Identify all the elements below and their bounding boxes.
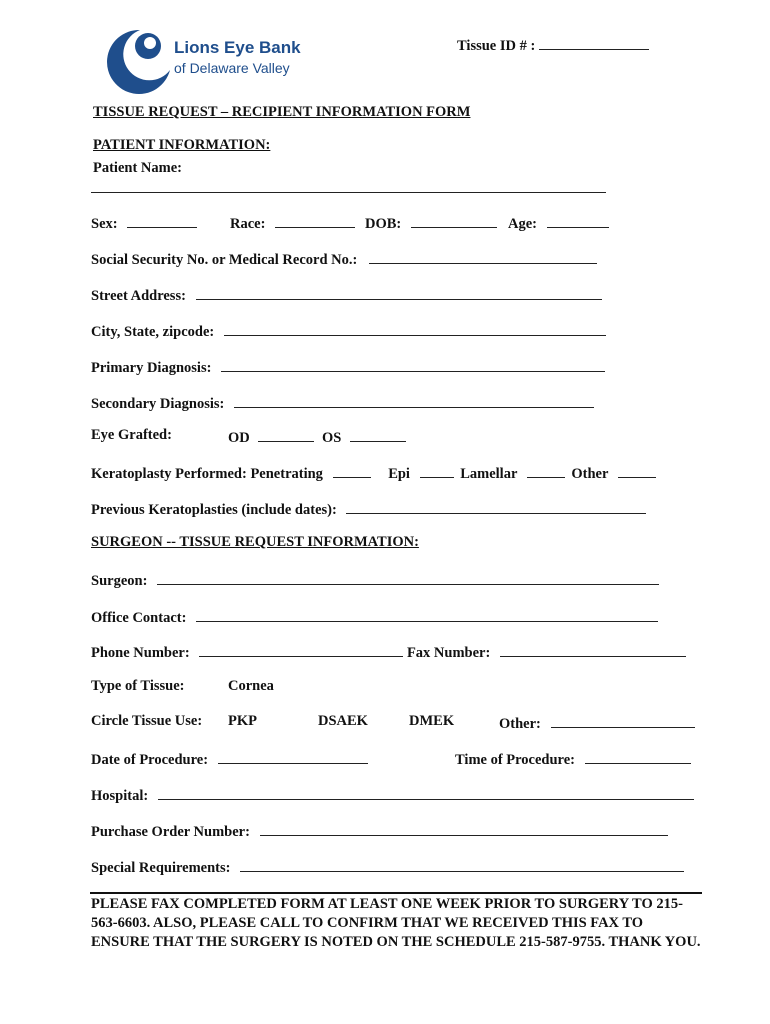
os-label: OS xyxy=(322,430,342,446)
phone-label: Phone Number: xyxy=(91,645,190,661)
age-row xyxy=(508,213,609,233)
date-row xyxy=(91,749,368,769)
fax-field[interactable] xyxy=(500,642,686,657)
time-row xyxy=(455,749,691,769)
form-title: TISSUE REQUEST – RECIPIENT INFORMATION FORM xyxy=(93,104,471,120)
use-other-label: Other: xyxy=(499,716,541,732)
ssn-row xyxy=(91,249,597,269)
secondary-dx-field[interactable] xyxy=(234,393,594,408)
office-contact-field[interactable] xyxy=(196,607,658,622)
surgeon-label: Surgeon: xyxy=(91,573,148,589)
surgeon-row xyxy=(91,570,659,590)
fax-label: Fax Number: xyxy=(406,645,491,661)
penetrating-field[interactable] xyxy=(333,463,371,478)
sex-row xyxy=(91,213,197,233)
sex-label: Sex: xyxy=(91,216,118,232)
surgeon-field[interactable] xyxy=(157,570,659,585)
tissue-id-row xyxy=(457,35,649,55)
age-field[interactable] xyxy=(547,213,609,228)
date-field[interactable] xyxy=(218,749,368,764)
po-row xyxy=(91,821,668,841)
tissue-id-field[interactable] xyxy=(539,35,649,50)
circle-tissue-label: Circle Tissue Use: xyxy=(91,713,203,729)
city-field[interactable] xyxy=(224,321,606,336)
time-label: Time of Procedure: xyxy=(455,752,576,768)
city-row xyxy=(91,321,606,341)
logo-subtitle: of Delaware Valley xyxy=(174,60,290,76)
surgeon-heading: SURGEON -- TISSUE REQUEST INFORMATION: xyxy=(91,534,419,550)
secondary-dx-label: Secondary Diagnosis: xyxy=(91,396,225,412)
hospital-field[interactable] xyxy=(158,785,694,800)
use-option-dsaek[interactable]: DSAEK xyxy=(318,713,368,729)
primary-dx-field[interactable] xyxy=(221,357,605,372)
phone-field[interactable] xyxy=(199,642,403,657)
od-field[interactable] xyxy=(258,427,314,442)
city-label: City, State, zipcode: xyxy=(91,324,215,340)
hospital-label: Hospital: xyxy=(91,788,149,804)
od-row xyxy=(228,427,406,447)
dob-label: DOB: xyxy=(365,216,402,232)
ssn-field[interactable] xyxy=(369,249,597,264)
patient-name-field[interactable] xyxy=(91,178,606,193)
primary-dx-row xyxy=(91,357,605,377)
patient-info-heading: PATIENT INFORMATION: xyxy=(93,137,271,153)
use-option-pkp[interactable]: PKP xyxy=(228,713,257,729)
race-row xyxy=(230,213,355,233)
keratoplasty-label: Keratoplasty Performed: Penetrating xyxy=(91,466,323,482)
tissue-type-label: Type of Tissue: xyxy=(91,678,185,694)
date-label: Date of Procedure: xyxy=(91,752,209,768)
logo-name: Lions Eye Bank xyxy=(174,38,301,57)
patient-name-label: Patient Name: xyxy=(93,160,182,176)
tissue-id-label: Tissue ID # : xyxy=(457,38,536,54)
special-req-label: Special Requirements: xyxy=(91,860,231,876)
po-field[interactable] xyxy=(260,821,668,836)
lamellar-label: Lamellar xyxy=(460,466,518,482)
other-field[interactable] xyxy=(618,463,656,478)
time-field[interactable] xyxy=(585,749,691,764)
epi-label: Epi xyxy=(388,466,410,482)
use-other-row xyxy=(499,713,695,733)
primary-dx-label: Primary Diagnosis: xyxy=(91,360,212,376)
other-label: Other xyxy=(571,466,609,482)
ssn-label: Social Security No. or Medical Record No.: xyxy=(91,252,358,268)
tissue-type-value: Cornea xyxy=(228,678,274,694)
sex-field[interactable] xyxy=(127,213,197,228)
fax-notice: PLEASE FAX COMPLETED FORM AT LEAST ONE WEEK PRIOR TO SURGERY TO 215-563-6603. ALSO, PLEASE CALL TO CONFIRM THAT WE RECEIVED THIS FAX TO ENSURE THAT THE SURGERY IS NOTED ON THE SCHEDULE 215-587-9755. THANK YOU. xyxy=(91,896,701,950)
dob-field[interactable] xyxy=(411,213,497,228)
office-contact-label: Office Contact: xyxy=(91,610,187,626)
special-req-field[interactable] xyxy=(240,857,684,872)
street-row xyxy=(91,285,602,305)
use-option-dmek[interactable]: DMEK xyxy=(409,713,455,729)
use-other-field[interactable] xyxy=(551,713,695,728)
secondary-dx-row xyxy=(91,393,594,413)
os-field[interactable] xyxy=(350,427,406,442)
street-field[interactable] xyxy=(196,285,602,300)
dob-row xyxy=(365,213,497,233)
keratoplasty-row xyxy=(91,463,656,483)
street-label: Street Address: xyxy=(91,288,186,304)
hospital-row xyxy=(91,785,694,805)
eye-grafted-label: Eye Grafted: xyxy=(91,427,172,443)
lamellar-field[interactable] xyxy=(527,463,565,478)
previous-kerato-row xyxy=(91,499,646,519)
special-req-row xyxy=(91,857,684,877)
previous-kerato-label: Previous Keratoplasties (include dates): xyxy=(91,502,337,518)
phone-row xyxy=(91,642,686,662)
epi-field[interactable] xyxy=(420,463,454,478)
race-label: Race: xyxy=(230,216,266,232)
previous-kerato-field[interactable] xyxy=(346,499,646,514)
race-field[interactable] xyxy=(275,213,355,228)
notice-divider xyxy=(90,892,702,894)
age-label: Age: xyxy=(508,216,537,232)
po-label: Purchase Order Number: xyxy=(91,824,250,840)
office-contact-row xyxy=(91,607,658,627)
od-label: OD xyxy=(228,430,250,446)
